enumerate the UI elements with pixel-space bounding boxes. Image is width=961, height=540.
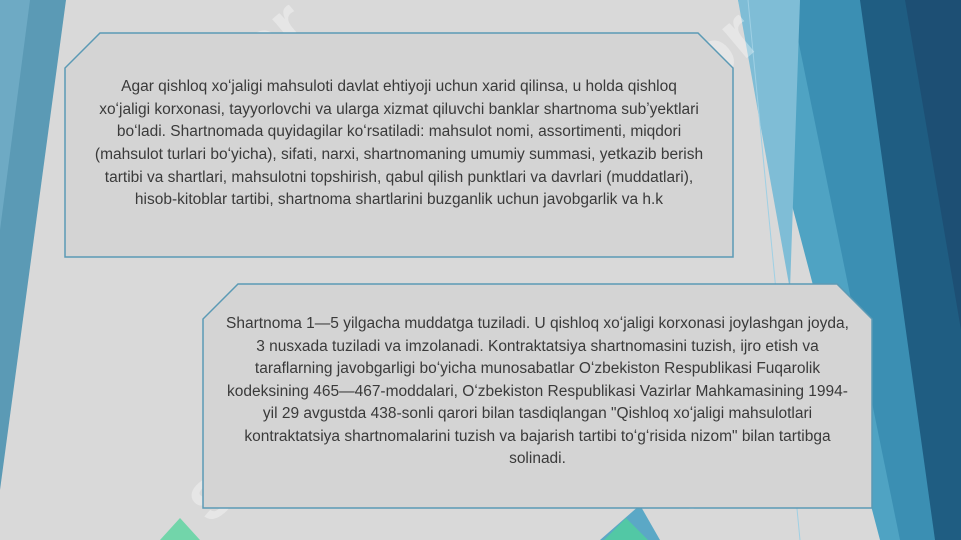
- text-panel-top: [64, 32, 734, 258]
- text-panel-bottom: [202, 283, 873, 509]
- panel-text: Agar qishloq xoʻjaligi mahsuloti davlat ehtiyoji uchun xarid qilinsa, u holda qishloq xoʻjaligi korxonasi, tayyorlovchi va ularga xizmat qiluvchi banklar shartnoma subʼyektlari boʻladi. Shartnomada quyidagilar koʻrsatiladi: mahsulot nomi, assortimenti, miqdori (mahsulot turlari boʻyicha), sifati, narxi, shartnomaning umumiy summasi, yetkazib berish tartibi va shartlari, mahsulotni topshirish, qabul qilish punktlari va davrlari (muddatlari), hisob-kitoblar tartibi, shartnoma shartlarini buzganlik uchun javobgarlik va h.k: [94, 78, 704, 209]
- panel-text: Shartnoma 1—5 yilgacha muddatga tuziladi. U qishloq xoʻjaligi korxonasi joylashgan joyda, 3 nusxada tuziladi va imzolanadi. Kontraktatsiya shartnomasini tuzish, ijro etish va taraflarning javobgarligi boʻyicha munosabatlar Oʻzbekiston Respublikasi Fuqarolik kodeksining 465—467-moddalari, Oʻzbekiston Respublikasi Vazirlar Mahkamasining 1994-yil 29 avgustda 438-sonli qarori bilan tasdiqlangan "Qishloq xoʻjaligi mahsulotlari kontraktatsiya shartnomalarini tuzish va bajarish tartibi toʻgʻrisida nizom" bilan tartibga solinadi.: [226, 314, 849, 468]
